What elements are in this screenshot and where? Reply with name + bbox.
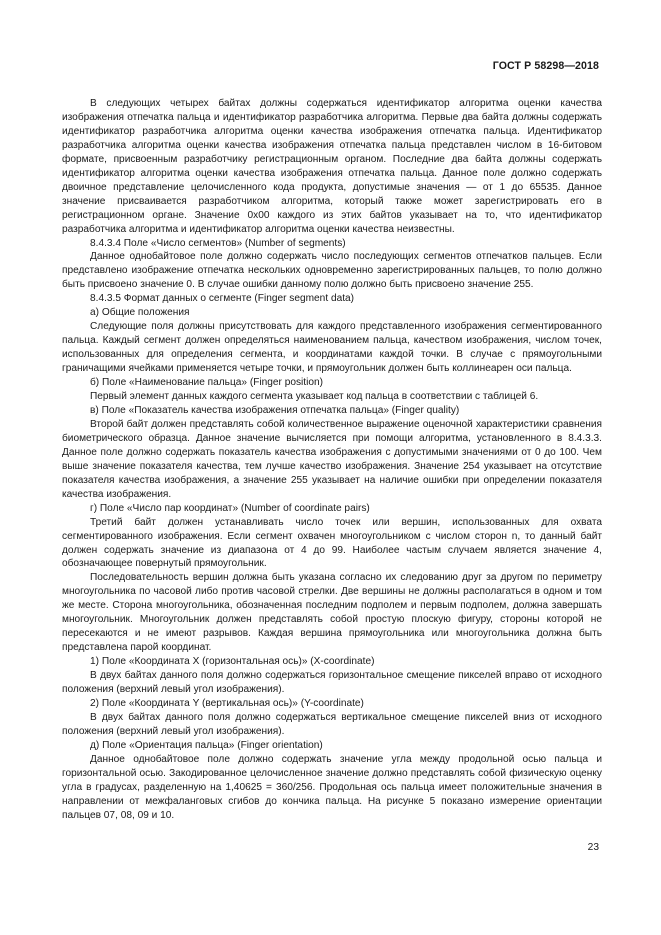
paragraph-finger-quality: Второй байт должен представлять собой количественное выражение оценочной характеристики сравнения биометрического образца. Данное значение вычисляется при помощи алгоритма, установленного в 8.4.3.3. Данное поле должно содержать показатель качества изображения с допустимыми значениями от 0 до 100. Чем выше значение показателя качества, тем лучше качество изображения. Значение 254 указывает на отсутствие показателя качества изображения, а значение 255 указывает на наличие ошибки при определении показателя качества изображения. — [62, 418, 602, 500]
paragraph-general: Следующие поля должны присутствовать для каждого представленного изображения сегментированного пальца. Каждый сегмент должен определяться наименованием пальца, качеством изображения, числом точек, использованных для определения сегмента, и координатами каждой точки. В случае с прямоугольными граничащими ячейками применяется четыре точки, и прямоугольник должен быть коллинеарен оси пальца. — [62, 321, 602, 375]
page-number: 23 — [587, 842, 599, 853]
heading-general: а) Общие положения — [90, 307, 190, 319]
heading-finger-segment-data: 8.4.3.5 Формат данных о сегменте (Finger segment data) — [90, 293, 355, 305]
paragraph-coordinate-pairs: Третий байт должен устанавливать число точек или вершин, использованных для охвата сегментированного изображения. Если сегмент охвачен многоугольником с числом сторон n, то данный байт должен содержать значение из диапазона от 4 до 99. Наиболее частым случаем является значение 4, обозначающее повернутый прямоугольник. — [62, 516, 602, 570]
heading-number-of-segments: 8.4.3.4 Поле «Число сегментов» (Number of segments) — [90, 237, 346, 249]
paragraph-algorithm-ids: В следующих четырех байтах должны содержаться идентификатор алгоритма оценки качества изображения отпечатка пальца и идентификатор разработчика алгоритма. Первые два байта должны содержать идентификатор разработчика алгоритма оценки качества изображения отпечатка пальца. Идентификатор разработчика алгоритма оценки качества изображения отпечатка пальца представлен числом в 16-битовом формате, присвоенным разработчику регистрационным органом. Последние два байта должны содержать идентификатор алгоритма оценки качества изображения отпечатка пальца. Данное поле должно содержать двоичное представление целочисленного кода продукта, допустимые значения — от 1 до 65535. Данное значение присваивается разработчиком алгоритма, который также может зарегистрировать его в регистрационном органе. Значение 0x00 каждого из этих байтов указывает на то, что идентификатор разработчика алгоритма и идентификатор алгоритма оценки качества неизвестны. — [62, 98, 602, 235]
heading-finger-orientation: д) Поле «Ориентация пальца» (Finger orientation) — [90, 739, 323, 751]
paragraph-number-of-segments: Данное однобайтовое поле должно содержать число последующих сегментов отпечатков пальцев. Если представлено изображение отпечатка нескольких одновременно зарегистрированных пальцев, то полю должно быть присвоено значение 0. В случае ошибки данному полю должно быть присвоено значение 255. — [62, 251, 602, 291]
paragraph-finger-position: Первый элемент данных каждого сегмента указывает код пальца в соответствии с таблицей 6. — [90, 391, 539, 403]
paragraph-vertex-sequence: Последовательность вершин должна быть указана согласно их следованию друг за другом по периметру многоугольника по часовой либо против часовой стрелки. Две вершины не должны располагаться в одном и том же месте. Сторона многоугольника, обозначенная последним подполем и первым подполем, должна завершать многоугольник. Многоугольник должен представлять собой простую плоскую фигуру, стороны которой не пересекаются и не имеют разрывов. Каждая вершина прямоугольника или многоугольника должна быть представлена парой координат. — [62, 572, 602, 654]
document-code: ГОСТ Р 58298—2018 — [492, 60, 599, 72]
heading-x-coordinate: 1) Поле «Координата X (горизонтальная ось)» (X-coordinate) — [90, 656, 375, 668]
paragraph-finger-orientation: Данное однобайтовое поле должно содержать значение угла между продольной осью пальца и горизонтальной осью. Закодированное целочисленное значение должно представлять собой физическую оценку угла в градусах, разделенную на 1,40625 = 360/256. Продольная ось пальца имеет положительные значения в направлении от межфаланговых сгибов до кончика пальца. На рисунке 5 показано измерение ориентации пальцев 07, 08, 09 и 10. — [62, 753, 602, 821]
document-body — [62, 97, 602, 823]
paragraph-x-coordinate: В двух байтах данного поля должно содержаться горизонтальное смещение пикселей вправо от исходного положения (верхний левый угол изображения). — [62, 670, 602, 696]
heading-coordinate-pairs: г) Поле «Число пар координат» (Number of coordinate pairs) — [90, 502, 370, 514]
heading-finger-position: б) Поле «Наименование пальца» (Finger position) — [90, 377, 323, 389]
heading-finger-quality: в) Поле «Показатель качества изображения отпечатка пальца» (Finger quality) — [90, 404, 460, 416]
paragraph-y-coordinate: В двух байтах данного поля должно содержаться вертикальное смещение пикселей вниз от исходного положения (верхний левый угол изображения). — [62, 711, 602, 737]
heading-y-coordinate: 2) Поле «Координата Y (вертикальная ось)» (Y-coordinate) — [90, 697, 364, 709]
